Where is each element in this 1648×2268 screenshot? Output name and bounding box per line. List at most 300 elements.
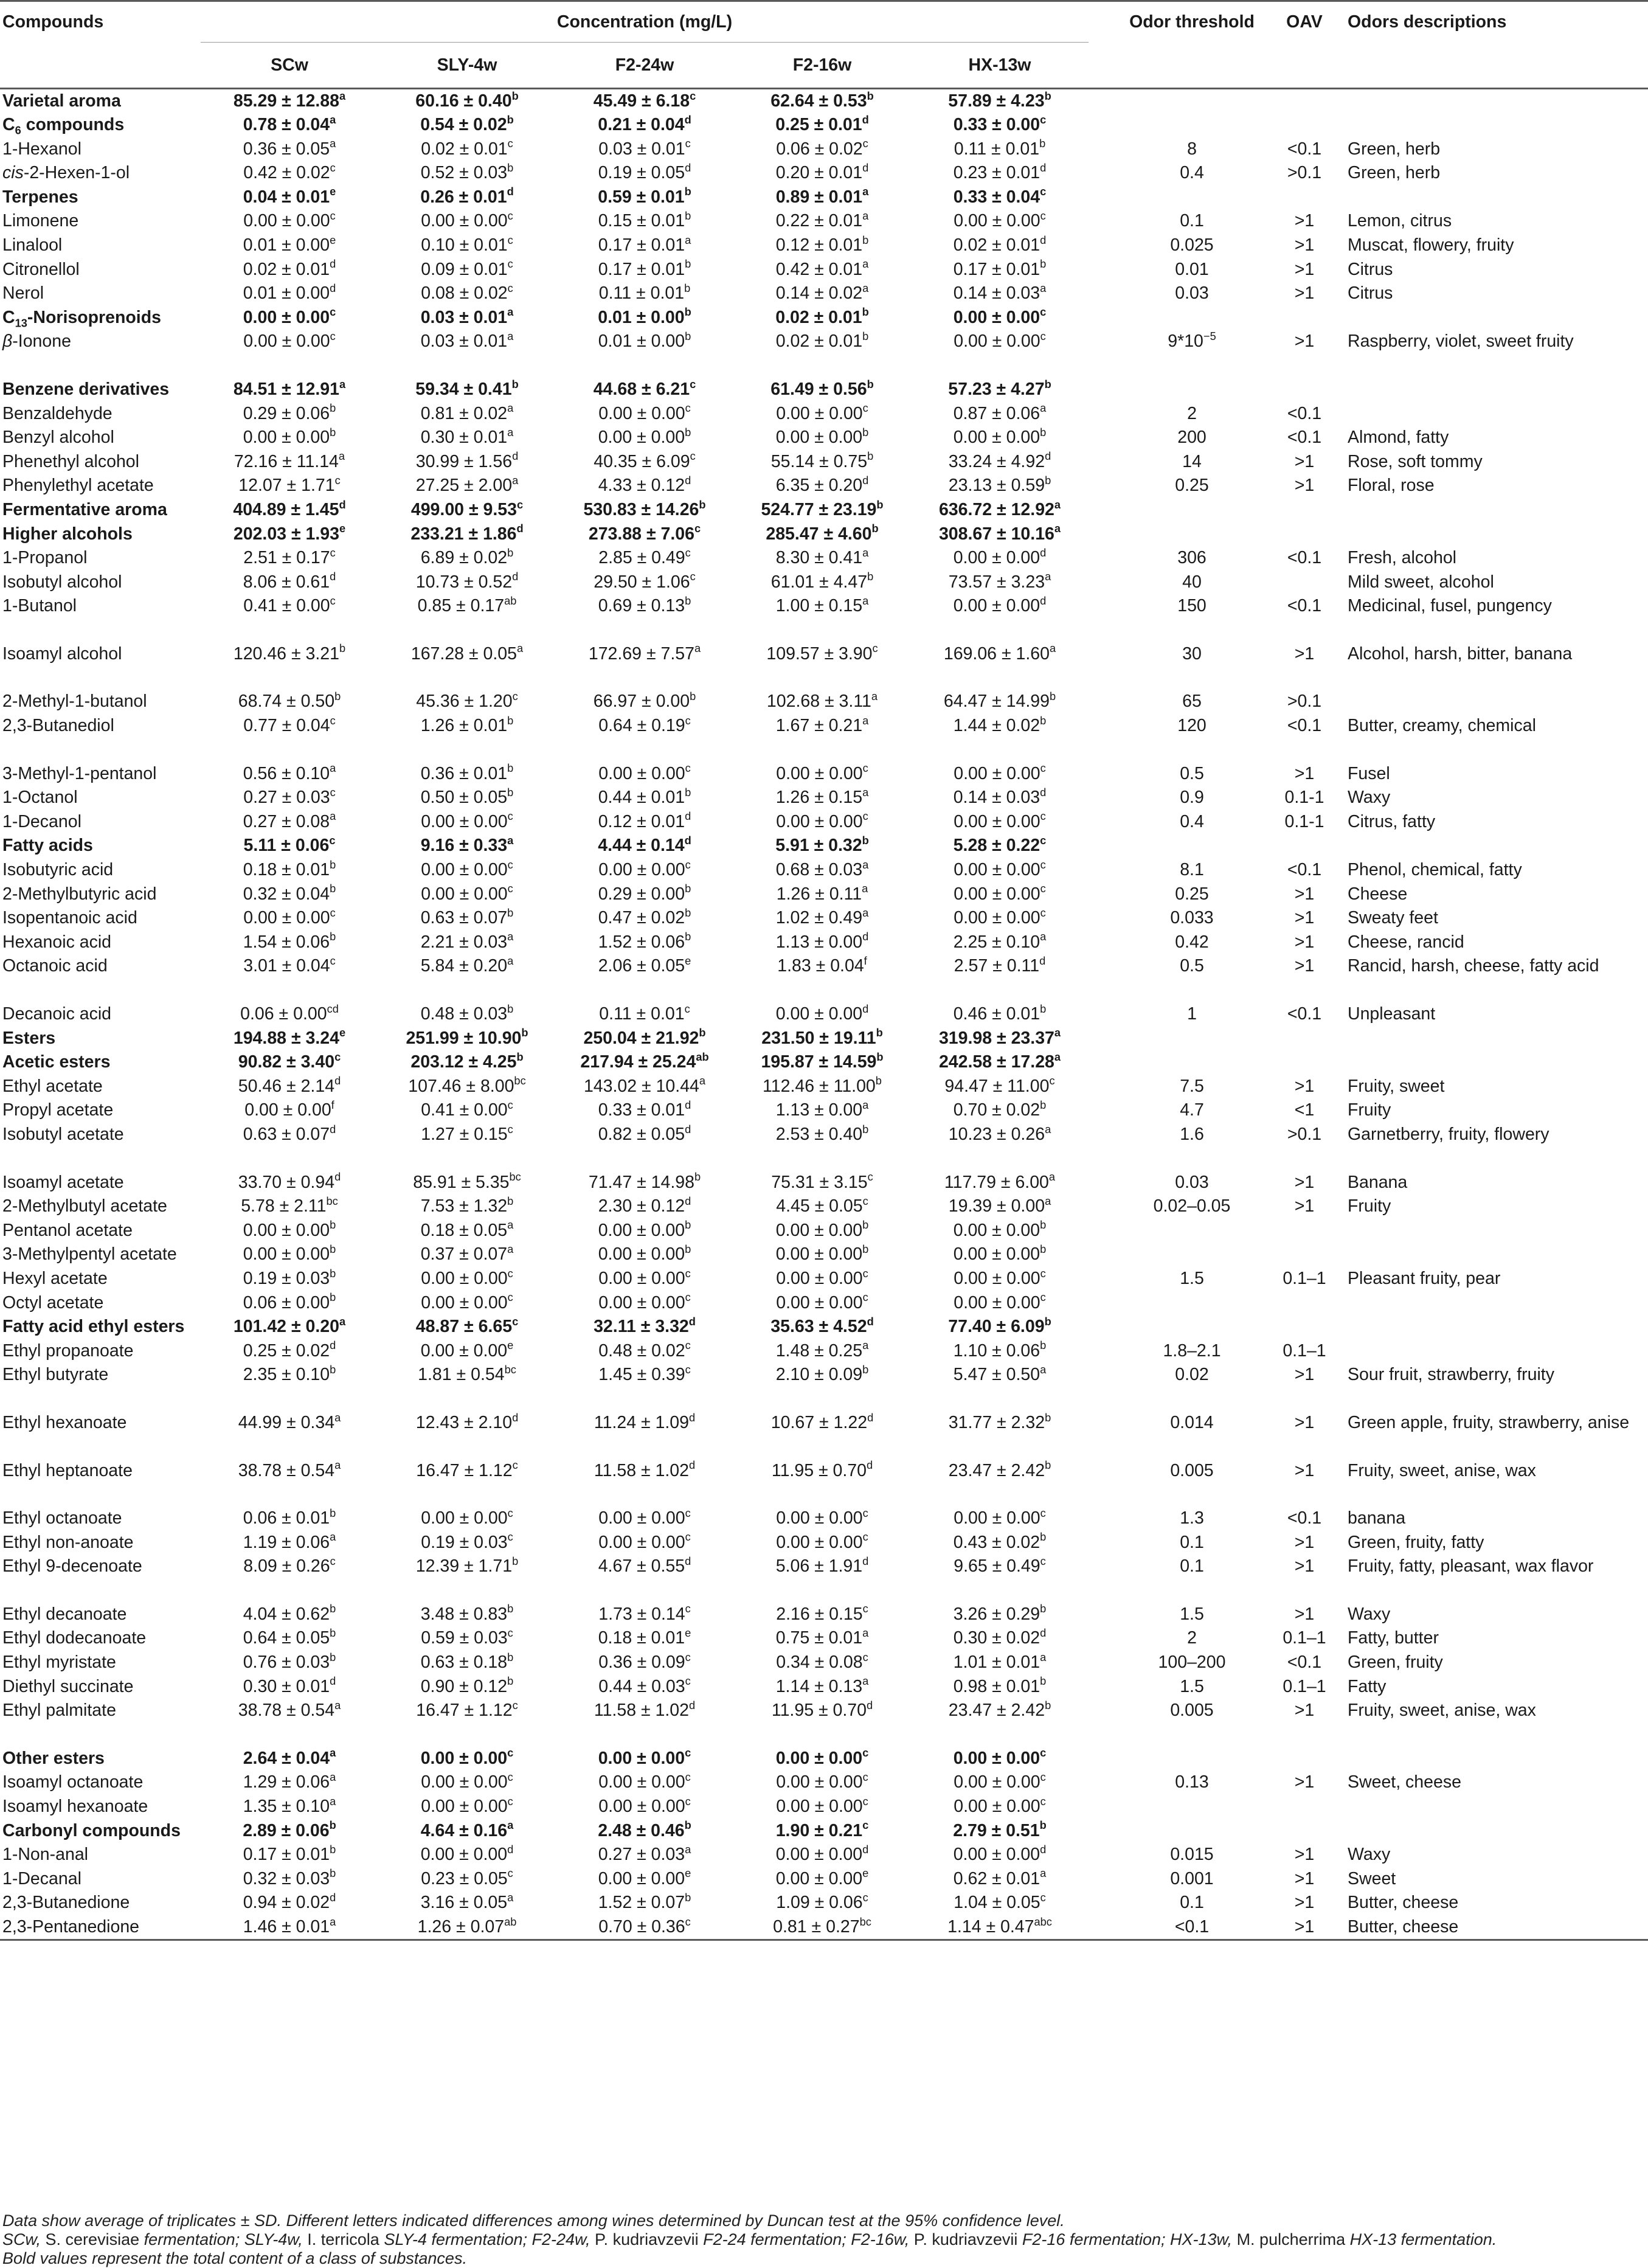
significance-letter: a [862, 546, 869, 559]
concentration-value: 38.78 ± 0.54 [238, 1460, 335, 1480]
odor-description: Green apple, fruity, strawberry, anise [1348, 1412, 1630, 1432]
concentration-value: 0.00 ± 0.00 [953, 596, 1040, 616]
significance-letter: d [330, 281, 336, 294]
gap-cell [1089, 810, 1119, 834]
significance-letter: b [507, 546, 514, 559]
significance-letter: b [330, 1506, 336, 1519]
concentration-value: 0.00 ± 0.00 [776, 1797, 863, 1817]
concentration-value: 636.72 ± 12.92 [938, 499, 1054, 519]
odor-description [1344, 1819, 1648, 1843]
concentration-value: 10.73 ± 0.52 [415, 572, 513, 592]
concentration-cell [556, 1291, 733, 1316]
concentration-cell [556, 1195, 733, 1219]
significance-letter: d [862, 1002, 869, 1015]
category-row [0, 834, 1648, 858]
concentration-value: 0.94 ± 0.02 [243, 1893, 330, 1913]
significance-letter: b [1045, 1458, 1051, 1472]
gap-cell [1089, 1267, 1119, 1291]
significance-letter: c [685, 1915, 691, 1928]
concentration-value: 0.00 ± 0.00 [598, 1268, 685, 1288]
concentration-value: 33.24 ± 4.92 [948, 451, 1045, 471]
concentration-value: 11.24 ± 1.09 [594, 1412, 689, 1432]
compound-name: $C_6$ compounds [2, 115, 125, 137]
concentration-value: 0.00 ± 0.00 [421, 1797, 508, 1817]
gap-cell [1089, 498, 1119, 522]
oav-value: >1 [1294, 476, 1315, 496]
concentration-value: 59.34 ± 0.41 [415, 379, 512, 399]
odor-description: Banana [1348, 1172, 1408, 1192]
concentration-cell [556, 1027, 733, 1051]
odor-threshold [1119, 1291, 1265, 1316]
odor-threshold [1119, 1027, 1265, 1051]
compound-row [0, 474, 1648, 498]
concentration-cell [378, 234, 556, 258]
concentration-cell [378, 1050, 556, 1075]
significance-letter: d [684, 834, 691, 847]
oav-value [1265, 113, 1344, 137]
significance-letter: b [685, 882, 691, 895]
significance-letter: ab [696, 1050, 709, 1063]
gap-cell [1089, 1915, 1119, 1940]
concentration-value: 19.39 ± 0.00 [948, 1196, 1045, 1216]
concentration-value: 0.00 ± 0.00 [953, 428, 1040, 448]
concentration-cell [733, 258, 911, 282]
concentration-value: 38.78 ± 0.54 [238, 1701, 335, 1721]
oav-value: <0.1 [1287, 548, 1322, 568]
significance-letter: c [330, 305, 336, 319]
concentration-value: 0.00 ± 0.00 [598, 1797, 685, 1817]
gap-cell [1089, 402, 1119, 426]
concentration-value: 0.01 ± 0.00 [243, 283, 330, 303]
concentration-value: 0.32 ± 0.04 [243, 884, 330, 904]
concentration-cell [201, 282, 378, 306]
concentration-value: 0.42 ± 0.02 [243, 163, 330, 183]
concentration-cell [378, 762, 556, 786]
odor-description [1344, 306, 1648, 330]
concentration-value: 0.17 ± 0.01 [598, 259, 685, 279]
concentration-value: 1.26 ± 0.15 [775, 788, 863, 808]
significance-letter: c [862, 1819, 869, 1832]
concentration-cell [201, 1819, 378, 1843]
concentration-value: 40.35 ± 6.09 [594, 451, 690, 471]
significance-letter: a [871, 690, 878, 703]
concentration-cell [911, 1699, 1089, 1747]
concentration-value: 0.00 ± 0.00 [954, 908, 1040, 928]
concentration-value: 0.69 ± 0.13 [598, 596, 685, 616]
significance-letter: a [862, 858, 869, 871]
odor-threshold: 0.25 [1175, 884, 1209, 904]
significance-letter: c [1040, 1770, 1046, 1784]
concentration-value: 57.89 ± 4.23 [948, 91, 1045, 111]
significance-letter: b [685, 906, 691, 919]
significance-letter: b [339, 642, 346, 655]
concentration-value: 0.20 ± 0.01 [775, 163, 863, 183]
significance-letter: c [685, 1650, 691, 1663]
odor-description [1344, 378, 1648, 402]
concentration-cell [911, 1291, 1089, 1316]
concentration-cell [911, 522, 1089, 547]
concentration-cell [733, 1195, 911, 1219]
concentration-value: 84.51 ± 12.91 [233, 379, 339, 399]
concentration-cell [911, 1075, 1089, 1099]
concentration-value: 61.49 ± 0.56 [770, 379, 867, 399]
concentration-cell [556, 1819, 733, 1843]
compound-name: Propyl acetate [2, 1100, 114, 1120]
concentration-value: 0.33 ± 0.01 [598, 1100, 685, 1120]
significance-letter: e [339, 1026, 346, 1039]
concentration-cell [378, 1219, 556, 1243]
concentration-value: 0.89 ± 0.01 [775, 187, 863, 207]
significance-letter: b [521, 1026, 528, 1039]
concentration-value: 0.70 ± 0.36 [598, 1917, 685, 1937]
concentration-cell [733, 1555, 911, 1603]
concentration-value: 1.73 ± 0.14 [598, 1604, 685, 1624]
concentration-cell [911, 1027, 1089, 1051]
significance-letter: b [867, 89, 874, 102]
concentration-value: 0.00 ± 0.00 [598, 1772, 685, 1792]
concentration-value: 0.37 ± 0.07 [420, 1244, 508, 1264]
odor-threshold: 0.1 [1180, 1893, 1204, 1913]
gap-cell [1089, 282, 1119, 306]
significance-letter: a [862, 281, 869, 294]
concentration-cell [733, 282, 911, 306]
concentration-cell [911, 1267, 1089, 1291]
significance-letter: c [1040, 810, 1046, 823]
gap-cell [1089, 209, 1119, 234]
significance-letter: c [507, 1530, 513, 1544]
compound-name: 1-Non-anal [2, 1845, 88, 1865]
concentration-value: 0.00 ± 0.00 [954, 211, 1040, 231]
odor-threshold [1119, 1315, 1265, 1339]
significance-letter: c [1040, 1554, 1046, 1567]
concentration-cell [911, 858, 1089, 883]
significance-letter: c [507, 882, 513, 895]
concentration-cell [733, 474, 911, 498]
odor-description: Waxy [1348, 1604, 1391, 1624]
concentration-cell [201, 137, 378, 162]
odor-description: Sweet [1348, 1868, 1396, 1888]
odor-description: Fruity, fatty, pleasant, wax flavor [1348, 1556, 1594, 1576]
concentration-value: 4.64 ± 0.16 [420, 1820, 508, 1840]
odor-description: Fruity, sweet [1348, 1076, 1445, 1096]
concentration-cell [733, 570, 911, 595]
significance-letter: b [1039, 1819, 1047, 1832]
concentration-value: 0.00 ± 0.00 [420, 1748, 508, 1768]
concentration-cell [733, 137, 911, 162]
significance-letter: a [862, 785, 869, 799]
gap-cell [1089, 1075, 1119, 1099]
significance-letter: b [511, 89, 519, 102]
gap-cell [1089, 1651, 1119, 1675]
concentration-value: 0.27 ± 0.03 [243, 788, 330, 808]
significance-letter: c [1040, 185, 1047, 198]
concentration-cell [911, 498, 1089, 522]
concentration-cell [378, 1770, 556, 1795]
concentration-cell [201, 931, 378, 955]
gap-subheader [1089, 43, 1119, 89]
concentration-value: 0.00 ± 0.00 [775, 1220, 863, 1240]
concentration-value: 0.03 ± 0.01 [598, 139, 685, 159]
concentration-value: 1.81 ± 0.54 [418, 1365, 505, 1385]
significance-letter: c [507, 1746, 514, 1760]
concentration-value: 5.06 ± 1.91 [775, 1556, 863, 1576]
concentration-cell [201, 1339, 378, 1364]
significance-letter: b [330, 1291, 336, 1304]
odor-description: Almond, fatty [1348, 428, 1449, 448]
concentration-value: 194.88 ± 3.24 [233, 1028, 339, 1048]
significance-letter: a [507, 329, 514, 342]
concentration-value: 404.89 ± 1.45 [233, 499, 339, 519]
concentration-cell [556, 931, 733, 955]
concentration-cell [911, 450, 1089, 474]
oav-value: >1 [1294, 1196, 1315, 1216]
concentration-value: 0.00 ± 0.00 [598, 1532, 685, 1552]
significance-letter: c [862, 1602, 868, 1615]
compound-name: Fatty acids [2, 836, 93, 856]
concentration-cell [378, 570, 556, 595]
concentration-value: 0.00 ± 0.00 [243, 307, 330, 327]
concentration-value: 11.58 ± 1.02 [594, 1460, 689, 1480]
compound-name: 2-Methylbutyric acid [2, 884, 157, 904]
concentration-cell [556, 1002, 733, 1027]
compound-row [0, 786, 1648, 810]
oav-value [1265, 1027, 1344, 1051]
oav-value [1265, 1050, 1344, 1075]
concentration-value: 0.00 ± 0.00 [776, 1508, 863, 1528]
odor-description: Muscat, flowery, fruity [1348, 235, 1514, 255]
concentration-value: 0.00 ± 0.00 [953, 1220, 1040, 1240]
concentration-value: 0.19 ± 0.03 [243, 1268, 330, 1288]
significance-letter: d [512, 570, 519, 583]
significance-letter: f [864, 954, 867, 967]
significance-letter: b [1044, 89, 1051, 102]
concentration-cell [556, 1891, 733, 1915]
significance-letter: d [334, 1074, 341, 1087]
gap-cell [1089, 1555, 1119, 1603]
compound-name: Isoamyl acetate [2, 1172, 124, 1192]
compound-row [0, 1651, 1648, 1675]
significance-letter: e [339, 522, 346, 535]
concentration-cell [733, 1459, 911, 1507]
compound-name: Acetic esters [2, 1052, 111, 1072]
concentration-cell [556, 1867, 733, 1892]
oav-value [1265, 1291, 1344, 1316]
gap-cell [1089, 161, 1119, 186]
significance-letter: b [862, 329, 869, 342]
significance-letter: c [1040, 906, 1046, 919]
concentration-value: 0.03 ± 0.01 [420, 307, 508, 327]
gap-cell [1089, 883, 1119, 907]
oav-value: <0.1 [1287, 716, 1322, 736]
odor-threshold: 0.1 [1180, 1556, 1204, 1576]
concentration-cell [556, 498, 733, 522]
compounds-subheader [0, 43, 201, 89]
significance-letter: c [872, 642, 878, 655]
concentration-cell [378, 642, 556, 690]
concentration-cell [201, 642, 378, 690]
concentration-value: 5.91 ± 0.32 [775, 836, 862, 856]
significance-letter: a [699, 1074, 706, 1087]
category-row [0, 306, 1648, 330]
concentration-cell [733, 1002, 911, 1027]
gap-cell [1089, 426, 1119, 450]
concentration-value: 0.14 ± 0.03 [953, 283, 1040, 303]
concentration-value: 5.11 ± 0.06 [243, 836, 330, 856]
concentration-value: 0.63 ± 0.18 [420, 1652, 508, 1673]
significance-letter: d [512, 449, 519, 463]
significance-letter: b [1040, 257, 1047, 271]
significance-letter: a [512, 473, 519, 487]
concentration-value: 10.67 ± 1.22 [770, 1412, 868, 1432]
concentration-value: 23.47 ± 2.42 [948, 1701, 1045, 1721]
oav-value: >1 [1294, 283, 1315, 303]
concentration-cell [201, 89, 378, 114]
significance-letter: b [330, 1266, 336, 1280]
significance-letter: b [330, 858, 336, 871]
compound-row [0, 1459, 1648, 1507]
concentration-cell [911, 1507, 1089, 1531]
significance-letter: cd [327, 1002, 339, 1015]
concentration-value: 0.34 ± 0.08 [776, 1652, 863, 1673]
gap-cell [1089, 522, 1119, 547]
significance-letter: c [685, 1770, 691, 1784]
concentration-value: 2.21 ± 0.03 [420, 932, 508, 952]
odor-threshold: 0.1 [1180, 211, 1204, 231]
compound-name: Benzaldehyde [2, 403, 113, 423]
gap-cell [1089, 1123, 1119, 1171]
concentration-value: 169.06 ± 1.60 [943, 643, 1050, 664]
compound-row [0, 1915, 1648, 1940]
compound-row [0, 810, 1648, 834]
compound-name: 2-Methylbutyl acetate [2, 1196, 167, 1216]
significance-letter: a [862, 185, 869, 198]
compound-row [0, 931, 1648, 955]
significance-letter: c [1040, 761, 1046, 775]
odor-threshold: 2 [1187, 403, 1197, 423]
concentration-value: 0.30 ± 0.01 [420, 428, 508, 448]
concentration-cell [556, 642, 733, 690]
oav-value: >1 [1294, 1412, 1315, 1432]
significance-letter: b [507, 1674, 514, 1688]
concentration-cell [201, 1171, 378, 1195]
compound-name: 3-Methyl-1-pentanol [2, 763, 157, 783]
concentration-cell [556, 834, 733, 858]
significance-letter: c [329, 834, 336, 847]
concentration-value: 0.00 ± 0.00 [954, 331, 1040, 352]
concentration-value: 1.26 ± 0.07 [417, 1917, 505, 1937]
odor-threshold: 0.005 [1170, 1701, 1214, 1721]
concentration-value: 2.48 ± 0.46 [598, 1820, 685, 1840]
compound-name: Ethyl hexanoate [2, 1412, 127, 1432]
odor-description: Cheese, rancid [1348, 932, 1464, 952]
table-header [0, 1, 1648, 89]
significance-letter: b [507, 161, 514, 174]
concentration-value: 0.01 ± 0.00 [598, 331, 685, 352]
group-header: SCw [201, 43, 378, 89]
gap-cell [1089, 1291, 1119, 1316]
gap-cell [1089, 954, 1119, 1002]
significance-letter: a [1040, 281, 1047, 294]
concentration-cell [378, 690, 556, 714]
gap-cell [1089, 1770, 1119, 1795]
odor-description: Fruity, sweet, anise, wax [1348, 1701, 1536, 1721]
significance-letter: c [330, 785, 336, 799]
concentration-cell [911, 306, 1089, 330]
concentration-value: 1.46 ± 0.01 [243, 1917, 330, 1937]
significance-letter: b [685, 930, 691, 943]
odor-threshold: 1.3 [1180, 1508, 1204, 1528]
concentration-value: 5.78 ± 2.11 [241, 1196, 327, 1216]
odor-description [1344, 113, 1648, 137]
compound-row [0, 1363, 1648, 1411]
compound-row [0, 690, 1648, 714]
concentration-value: 0.00 ± 0.00 [953, 1845, 1040, 1865]
odor-description: Green, fruity [1348, 1652, 1443, 1673]
concentration-cell [733, 1411, 911, 1459]
odor-threshold: 0.001 [1170, 1868, 1214, 1888]
concentration-cell [911, 1795, 1089, 1819]
concentration-cell [201, 834, 378, 858]
significance-letter: d [862, 1842, 869, 1856]
significance-letter: d [330, 257, 336, 271]
compound-name: Nerol [2, 283, 44, 303]
odor-threshold: 0.03 [1175, 283, 1209, 303]
significance-letter: c [330, 209, 336, 222]
odor-description: Fruity [1348, 1100, 1391, 1120]
odor-threshold: 1.6 [1180, 1124, 1204, 1144]
significance-letter: b [862, 834, 869, 847]
significance-letter: d [685, 1098, 691, 1111]
significance-letter: b [330, 1842, 336, 1856]
significance-letter: c [1040, 1794, 1046, 1808]
gap-cell [1089, 306, 1119, 330]
odor-threshold: 0.025 [1170, 235, 1214, 255]
oav-value: <0.1 [1287, 428, 1322, 448]
concentration-cell [911, 330, 1089, 378]
oav-value: <0.1 [1287, 403, 1322, 423]
significance-letter: c [1040, 209, 1046, 222]
significance-letter: b [685, 594, 691, 607]
significance-letter: a [507, 1819, 514, 1832]
concentration-cell [911, 1123, 1089, 1171]
compound-row [0, 1411, 1648, 1459]
compound-row [0, 1603, 1648, 1627]
concentration-value: 5.47 ± 0.50 [953, 1365, 1040, 1385]
compound-name: 2,3-Butanedione [2, 1893, 130, 1913]
concentration-value: 0.00 ± 0.00 [776, 763, 863, 783]
concentration-value: 62.64 ± 0.53 [770, 91, 867, 111]
concentration-value: 0.68 ± 0.03 [775, 860, 863, 880]
significance-letter: d [330, 1674, 336, 1688]
concentration-cell [556, 570, 733, 595]
significance-letter: b [330, 425, 336, 439]
concentration-cell [201, 1098, 378, 1123]
concentration-cell [733, 426, 911, 450]
concentration-cell [378, 498, 556, 522]
gap-cell [1089, 1339, 1119, 1364]
category-row [0, 1315, 1648, 1339]
concentration-value: 0.17 ± 0.01 [598, 235, 685, 255]
concentration-cell [201, 258, 378, 282]
concentration-value: 12.07 ± 1.71 [238, 476, 335, 496]
significance-letter: b [876, 1026, 883, 1039]
concentration-cell [201, 1603, 378, 1627]
significance-letter: d [1039, 954, 1046, 967]
concentration-value: 0.00 ± 0.00 [776, 403, 863, 423]
concentration-value: 1.13 ± 0.00 [775, 932, 863, 952]
significance-letter: a [507, 1891, 514, 1904]
concentration-cell [378, 282, 556, 306]
